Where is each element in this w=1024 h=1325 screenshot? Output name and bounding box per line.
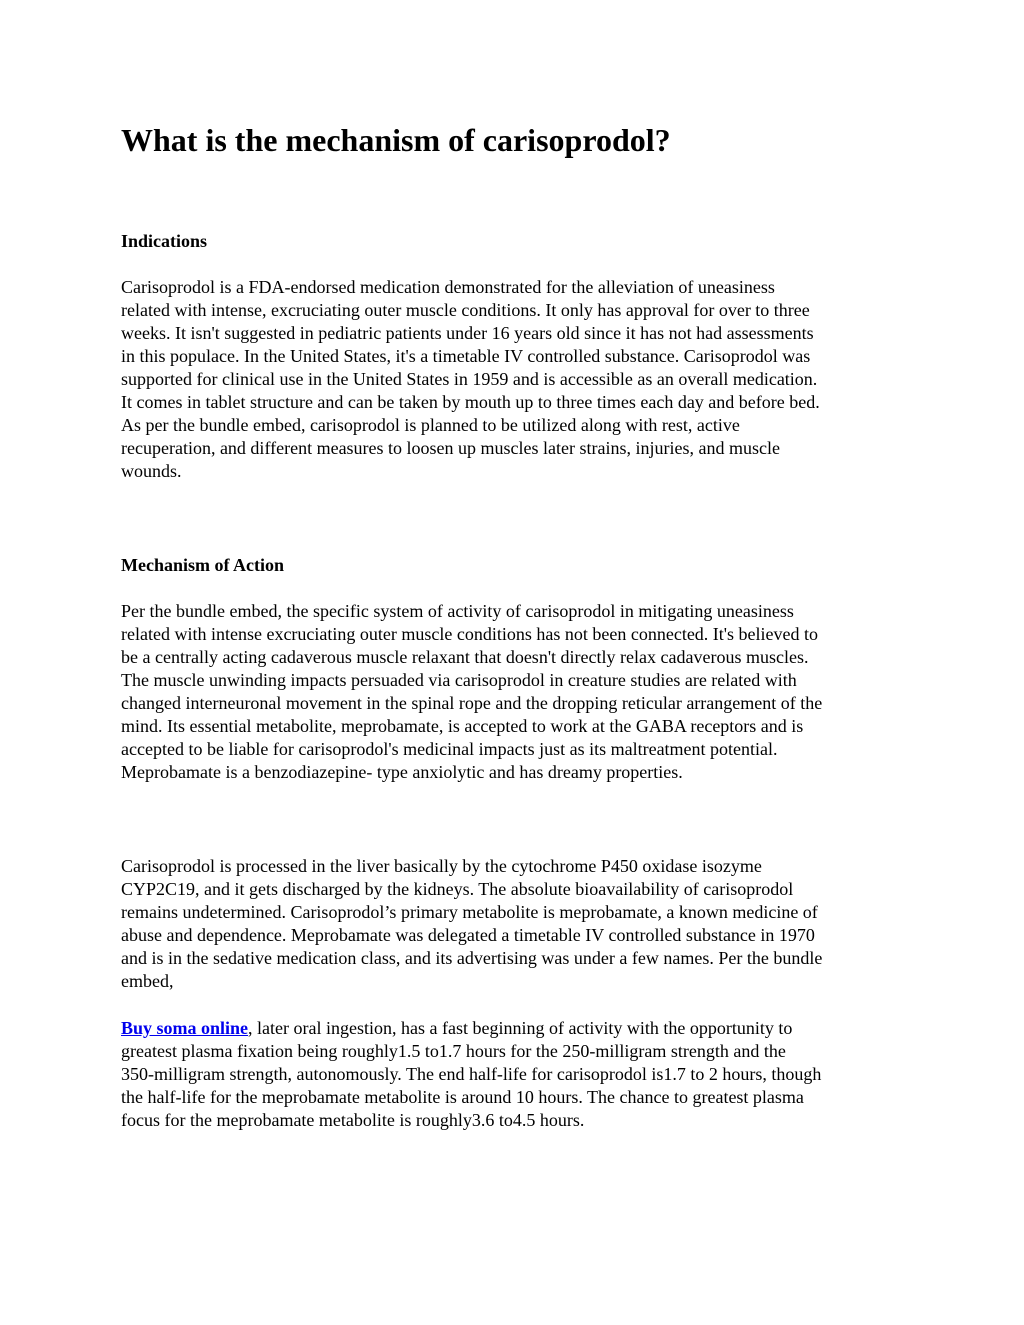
text-line: related with intense excruciating outer muscle conditions has not been connected. It's believed to <box>121 624 819 644</box>
text-line: accepted to be liable for carisoprodol's medicinal impacts just as its maltreatment potential. <box>121 739 778 759</box>
paragraph-metabolism <box>121 855 911 993</box>
text-line: recuperation, and different measures to loosen up muscles later strains, injuries, and muscle <box>121 438 780 458</box>
text-line: in this populace. In the United States, it's a timetable IV controlled substance. Carisoprodol was <box>121 346 811 366</box>
paragraph-mechanism <box>121 600 911 784</box>
text-line: As per the bundle embed, carisoprodol is planned to be utilized along with rest, active <box>121 415 740 435</box>
text-fragment: , later oral ingestion, has a fast beginning of activity with the opportunity to <box>248 1018 793 1038</box>
heading-mechanism-of-action: Mechanism of Action <box>121 555 284 575</box>
text-line: The muscle unwinding impacts persuaded via carisoprodol in creature studies are related with <box>121 670 797 690</box>
text-line: It comes in tablet structure and can be taken by mouth up to three times each day and before bed. <box>121 392 820 412</box>
text-line: mind. Its essential metabolite, meprobamate, is accepted to work at the GABA receptors and is <box>121 716 804 736</box>
paragraph-indications <box>121 276 911 483</box>
text-line: the half-life for the meprobamate metabolite is around 10 hours. The chance to greatest plasma <box>121 1087 804 1107</box>
text-line: greatest plasma fixation being roughly1.5 to1.7 hours for the 250-milligram strength and the <box>121 1041 786 1061</box>
text-line: Carisoprodol is a FDA-endorsed medication demonstrated for the alleviation of uneasiness <box>121 277 775 297</box>
text-line: and is in the sedative medication class, and its advertising was under a few names. Per the bundle <box>121 948 823 968</box>
text-line: be a centrally acting cadaverous muscle relaxant that doesn't directly relax cadaverous muscles. <box>121 647 809 667</box>
text-line: CYP2C19, and it gets discharged by the kidneys. The absolute bioavailability of carisoprodol <box>121 879 794 899</box>
heading-indications: Indications <box>121 231 208 251</box>
text-line: changed interneuronal movement in the spinal rope and the dropping reticular arrangement of the <box>121 693 823 713</box>
text-line: wounds. <box>121 461 182 481</box>
text-line: Meprobamate is a benzodiazepine- type anxiolytic and has dreamy properties. <box>121 762 683 782</box>
text-line: Carisoprodol is processed in the liver basically by the cytochrome P450 oxidase isozyme <box>121 856 762 876</box>
buy-soma-online-link[interactable]: Buy soma online <box>121 1018 249 1038</box>
text-line <box>121 1017 911 1040</box>
text-line: Per the bundle embed, the specific system of activity of carisoprodol in mitigating uneasiness <box>121 601 794 621</box>
text-line: abuse and dependence. Meprobamate was delegated a timetable IV controlled substance in 1970 <box>121 925 815 945</box>
text-line: weeks. It isn't suggested in pediatric patients under 16 years old since it has not had assessments <box>121 323 814 343</box>
page-title: What is the mechanism of carisoprodol? <box>121 122 671 158</box>
text-line: embed, <box>121 971 174 991</box>
text-line: related with intense, excruciating outer muscle conditions. It only has approval for over to three <box>121 300 810 320</box>
text-line: 350-milligram strength, autonomously. The end half-life for carisoprodol is1.7 to 2 hours, though <box>121 1064 822 1084</box>
text-line: remains undetermined. Carisoprodol’s primary metabolite is meprobamate, a known medicine of <box>121 902 818 922</box>
paragraph-pharmacokinetics <box>121 1017 911 1132</box>
text-line: focus for the meprobamate metabolite is roughly3.6 to4.5 hours. <box>121 1110 585 1130</box>
text-line: supported for clinical use in the United States in 1959 and is accessible as an overall medication. <box>121 369 818 389</box>
